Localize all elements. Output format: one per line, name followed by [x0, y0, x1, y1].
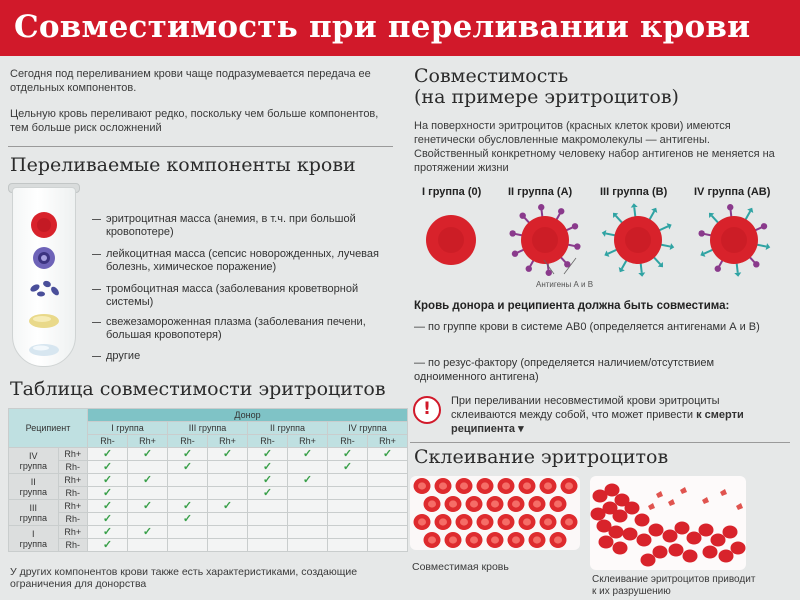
red-cell	[550, 532, 567, 548]
compat-cell	[168, 513, 208, 526]
compat-description: На поверхности эритроцитов (красных клеток крови) имеются генетически обусловленные макромолекулы — антигены. Свойственный конкретному человеку набор антигенов не меняется на протяжении жизни	[414, 120, 775, 174]
compat-cell	[208, 487, 248, 500]
check-icon: ✓	[102, 525, 113, 538]
clumped-cell	[653, 546, 668, 559]
red-cell	[414, 514, 431, 530]
check-icon: ✓	[102, 460, 113, 473]
group-label: IV группа (AB)	[694, 186, 771, 198]
compat-heading-line-2: (на примере эритроцитов)	[414, 86, 679, 108]
compat-cell	[248, 526, 288, 539]
compat-cell	[368, 526, 408, 539]
title-bar	[0, 0, 800, 56]
table-row	[9, 474, 408, 487]
compat-cell	[208, 539, 248, 552]
table-row	[9, 487, 408, 500]
divider	[8, 146, 393, 147]
compat-cell	[88, 461, 128, 474]
compat-cell	[128, 526, 168, 539]
bullet-rh: — по резус-фактору (определяется наличием/отсутствием одноименного антигена)	[414, 357, 715, 383]
red-cell	[561, 478, 578, 494]
component-item: тромбоцитная масса (заболевания кроветворной системы)	[92, 283, 392, 309]
red-cell	[435, 514, 452, 530]
compat-cell	[288, 513, 328, 526]
compat-cell	[128, 487, 168, 500]
compatibility-table	[8, 408, 408, 552]
compat-cell	[88, 487, 128, 500]
clumped-cell	[635, 514, 650, 527]
rh-header: Rh+	[208, 435, 248, 448]
other-components-icon	[29, 344, 59, 356]
compat-cell	[128, 461, 168, 474]
compat-cell	[368, 461, 408, 474]
rh-header: Rh+	[288, 435, 328, 448]
red-cell	[424, 496, 441, 512]
compat-cell	[208, 474, 248, 487]
red-cell	[445, 496, 462, 512]
rh-header: Rh-	[248, 435, 288, 448]
compatible-caption: Совместимая кровь	[412, 561, 509, 573]
must-match-text: Кровь донора и реципиента должна быть совместима:	[414, 300, 730, 312]
recipient-rh-cell: Rh-	[58, 513, 87, 526]
compat-cell	[248, 448, 288, 461]
agglutinated-blood-panel	[590, 476, 746, 570]
check-icon: ✓	[102, 512, 113, 525]
antigen-label: Антигены А и В	[536, 280, 594, 289]
check-icon: ✓	[262, 473, 273, 486]
compat-cell	[208, 526, 248, 539]
group-label: I группа (0)	[422, 186, 482, 198]
recipient-rh-cell: Rh-	[58, 487, 87, 500]
clumped-cell	[591, 508, 606, 521]
clumped-cell	[605, 484, 620, 497]
red-cell	[498, 514, 515, 530]
check-icon: ✓	[222, 499, 233, 512]
compat-cell	[208, 500, 248, 513]
compat-cell	[328, 461, 368, 474]
components-heading: Переливаемые компоненты крови	[10, 154, 356, 176]
compat-cell	[168, 474, 208, 487]
rh-header: Rh-	[328, 435, 368, 448]
check-icon: ✓	[142, 525, 153, 538]
compat-cell	[368, 513, 408, 526]
intro-paragraph-1: Сегодня под переливанием крови чаще подразумевается передача ее отдельных компонентов.	[10, 68, 371, 94]
test-tube	[12, 187, 76, 367]
compat-cell	[168, 487, 208, 500]
table-row	[9, 500, 408, 513]
red-cell	[508, 532, 525, 548]
compat-cell	[88, 448, 128, 461]
table-heading: Таблица совместимости эритроцитов	[10, 378, 386, 400]
clumped-cell	[641, 554, 656, 567]
compat-cell	[248, 461, 288, 474]
compat-cell	[168, 448, 208, 461]
clumped-cell	[683, 550, 698, 563]
component-item: эритроцитная масса (анемия, в т.ч. при большой кровопотере)	[92, 213, 392, 239]
check-icon: ✓	[342, 447, 353, 460]
recipient-group-cell: I группа	[9, 526, 59, 552]
cell-fragment	[648, 503, 655, 510]
compat-cell	[248, 487, 288, 500]
check-icon: ✓	[102, 473, 113, 486]
check-icon: ✓	[102, 538, 113, 551]
check-icon: ✓	[102, 447, 113, 460]
clumped-cell	[719, 550, 734, 563]
check-icon: ✓	[182, 447, 193, 460]
rh-header: Rh-	[168, 435, 208, 448]
red-cell	[540, 514, 557, 530]
compatible-cells-illustration	[410, 476, 580, 550]
compat-cell	[208, 461, 248, 474]
component-icons	[13, 188, 75, 366]
rh-header: Rh+	[128, 435, 168, 448]
compat-cell	[368, 539, 408, 552]
clumped-cell	[637, 534, 652, 547]
cell-fragment	[736, 503, 743, 510]
component-item: свежезамороженная плазма (заболевания печени, большая кровопотеря)	[92, 316, 392, 342]
check-icon: ✓	[302, 447, 313, 460]
table-body	[9, 448, 408, 552]
recipient-rh-cell: Rh+	[58, 500, 87, 513]
compat-heading-line-1: Совместимость	[414, 65, 569, 87]
compat-cell	[328, 500, 368, 513]
clumped-cell	[699, 524, 714, 537]
clumped-cell	[625, 502, 640, 515]
check-icon: ✓	[182, 499, 193, 512]
check-icon: ✓	[102, 499, 113, 512]
red-cell	[540, 478, 557, 494]
recipient-rh-cell: Rh-	[58, 461, 87, 474]
check-icon: ✓	[262, 447, 273, 460]
compat-cell	[368, 474, 408, 487]
cell-fragment	[720, 489, 727, 496]
compat-cell	[208, 448, 248, 461]
recipient-rh-cell: Rh+	[58, 448, 87, 461]
check-icon: ✓	[342, 460, 353, 473]
group-label: III группа (B)	[600, 186, 668, 198]
clumped-cell	[711, 534, 726, 547]
compat-cell	[128, 448, 168, 461]
warning-text	[451, 394, 781, 436]
compat-cell	[328, 539, 368, 552]
donor-group-header: II группа	[248, 422, 328, 435]
compat-cell	[288, 448, 328, 461]
compat-heading	[414, 66, 679, 108]
recipient-group-cell: III группа	[9, 500, 59, 526]
warning-body: При переливании несовместимой крови эритроциты склеиваются между собой, что может привести	[451, 395, 720, 421]
table-footnote: У других компонентов крови также есть характеристиками, создающие ограничения для донорства	[10, 566, 358, 590]
divider	[410, 442, 790, 443]
donor-group-header: IV группа	[328, 422, 408, 435]
compatible-blood-panel	[410, 476, 580, 550]
intro-paragraph-2: Цельную кровь переливают редко, поскольку чем больше компонентов, тем больше риск осложнений	[10, 108, 379, 134]
red-cell	[477, 478, 494, 494]
compat-cell	[328, 513, 368, 526]
recipient-header: Реципиент	[9, 409, 88, 448]
compat-cell	[128, 474, 168, 487]
blood-cell-none	[426, 215, 476, 265]
rh-header: Rh-	[88, 435, 128, 448]
recipient-rh-cell: Rh+	[58, 526, 87, 539]
red-cell	[414, 478, 431, 494]
compat-cell	[288, 487, 328, 500]
compat-cell	[88, 539, 128, 552]
platelets-icon	[29, 280, 60, 297]
compat-cell	[288, 526, 328, 539]
compat-cell	[168, 500, 208, 513]
red-cell	[519, 514, 536, 530]
compat-cell	[368, 448, 408, 461]
cell-fragment	[680, 487, 687, 494]
check-icon: ✓	[182, 460, 193, 473]
clumped-cell	[613, 542, 628, 555]
compat-cell	[168, 539, 208, 552]
red-blood-cell-icon	[31, 212, 57, 238]
recipient-group-cell: IV группа	[9, 448, 59, 474]
red-cell	[550, 496, 567, 512]
rh-header: Rh+	[368, 435, 408, 448]
clumped-cell	[609, 526, 624, 539]
blood-cell-A	[509, 204, 580, 276]
compat-cell	[128, 500, 168, 513]
compat-cell	[328, 448, 368, 461]
table-row	[9, 513, 408, 526]
clumped-cell	[613, 510, 628, 523]
red-cell	[529, 496, 546, 512]
donor-group-header: I группа	[88, 422, 168, 435]
recipient-rh-cell: Rh-	[58, 539, 87, 552]
compat-cell	[248, 500, 288, 513]
red-cell	[466, 532, 483, 548]
compat-cell	[88, 526, 128, 539]
check-icon: ✓	[262, 460, 273, 473]
page-title: Совместимость при переливании крови	[14, 9, 751, 45]
compat-cell	[288, 500, 328, 513]
red-cell	[487, 532, 504, 548]
blood-cell-AB	[698, 204, 770, 277]
red-cell	[477, 514, 494, 530]
compat-cell	[328, 487, 368, 500]
red-cell	[456, 478, 473, 494]
check-icon: ✓	[302, 473, 313, 486]
compat-cell	[248, 474, 288, 487]
compat-cell	[288, 461, 328, 474]
compat-cell	[328, 526, 368, 539]
compat-cell	[288, 539, 328, 552]
red-cell	[498, 478, 515, 494]
check-icon: ✓	[222, 447, 233, 460]
clumped-cell	[723, 526, 738, 539]
clumped-cell	[703, 546, 718, 559]
check-icon: ✓	[262, 486, 273, 499]
check-icon: ✓	[182, 512, 193, 525]
table-row	[9, 448, 408, 461]
compat-cell	[168, 461, 208, 474]
compat-cell	[248, 513, 288, 526]
clumped-cell	[687, 532, 702, 545]
cell-fragment	[668, 499, 675, 506]
compat-cell	[168, 526, 208, 539]
recipient-group-cell: II группа	[9, 474, 59, 500]
red-cell	[424, 532, 441, 548]
blood-cell-B	[602, 203, 675, 277]
table-row	[9, 461, 408, 474]
red-cell	[508, 496, 525, 512]
red-cell	[435, 478, 452, 494]
compat-cell	[368, 500, 408, 513]
agglutinated-cells-illustration	[590, 476, 746, 570]
component-item: лейкоцитная масса (сепсис новорожденных, лучевая болезнь, химическое поражение)	[92, 248, 392, 274]
red-cell	[529, 532, 546, 548]
clumped-cell	[731, 542, 746, 555]
check-icon: ✓	[142, 473, 153, 486]
check-icon: ✓	[142, 499, 153, 512]
clumped-cell	[649, 524, 664, 537]
check-icon: ✓	[382, 447, 393, 460]
compat-cell	[368, 487, 408, 500]
clumped-cell	[599, 536, 614, 549]
compat-cell	[128, 539, 168, 552]
donor-group-header: III группа	[168, 422, 248, 435]
warning-icon: !	[413, 396, 441, 424]
incompatible-caption: Склеивание эритроцитов приводит к их разрушению	[592, 574, 756, 597]
component-item: другие	[92, 350, 392, 363]
white-blood-cell-icon	[33, 247, 55, 269]
red-cell	[519, 478, 536, 494]
compat-cell	[88, 500, 128, 513]
red-cell	[456, 514, 473, 530]
clumped-cell	[623, 528, 638, 541]
compat-cell	[328, 474, 368, 487]
check-icon: ✓	[102, 486, 113, 499]
group-label: II группа (A)	[508, 186, 573, 198]
compat-cell	[88, 474, 128, 487]
cell-fragment	[702, 497, 709, 504]
warning-bold: к смерти реципиента ▾	[451, 409, 744, 435]
clumped-cell	[669, 544, 684, 557]
compat-cell	[288, 474, 328, 487]
blood-group-cells	[404, 200, 800, 292]
cell-fragment	[656, 491, 663, 498]
recipient-rh-cell: Rh+	[58, 474, 87, 487]
red-cell	[466, 496, 483, 512]
red-cell	[561, 514, 578, 530]
table-row	[9, 539, 408, 552]
compat-cell	[88, 513, 128, 526]
compat-cell	[128, 513, 168, 526]
plasma-icon	[29, 314, 59, 328]
compat-cell	[208, 513, 248, 526]
clumped-cell	[663, 530, 678, 543]
check-icon: ✓	[142, 447, 153, 460]
red-cell	[445, 532, 462, 548]
compat-cell	[248, 539, 288, 552]
agglutination-heading: Склеивание эритроцитов	[414, 446, 669, 468]
donor-header: Донор	[88, 409, 408, 422]
clumped-cell	[675, 522, 690, 535]
bullet-abo: — по группе крови в системе АВ0 (определяется антигенами А и В)	[414, 321, 760, 333]
table-row	[9, 526, 408, 539]
red-cell	[487, 496, 504, 512]
